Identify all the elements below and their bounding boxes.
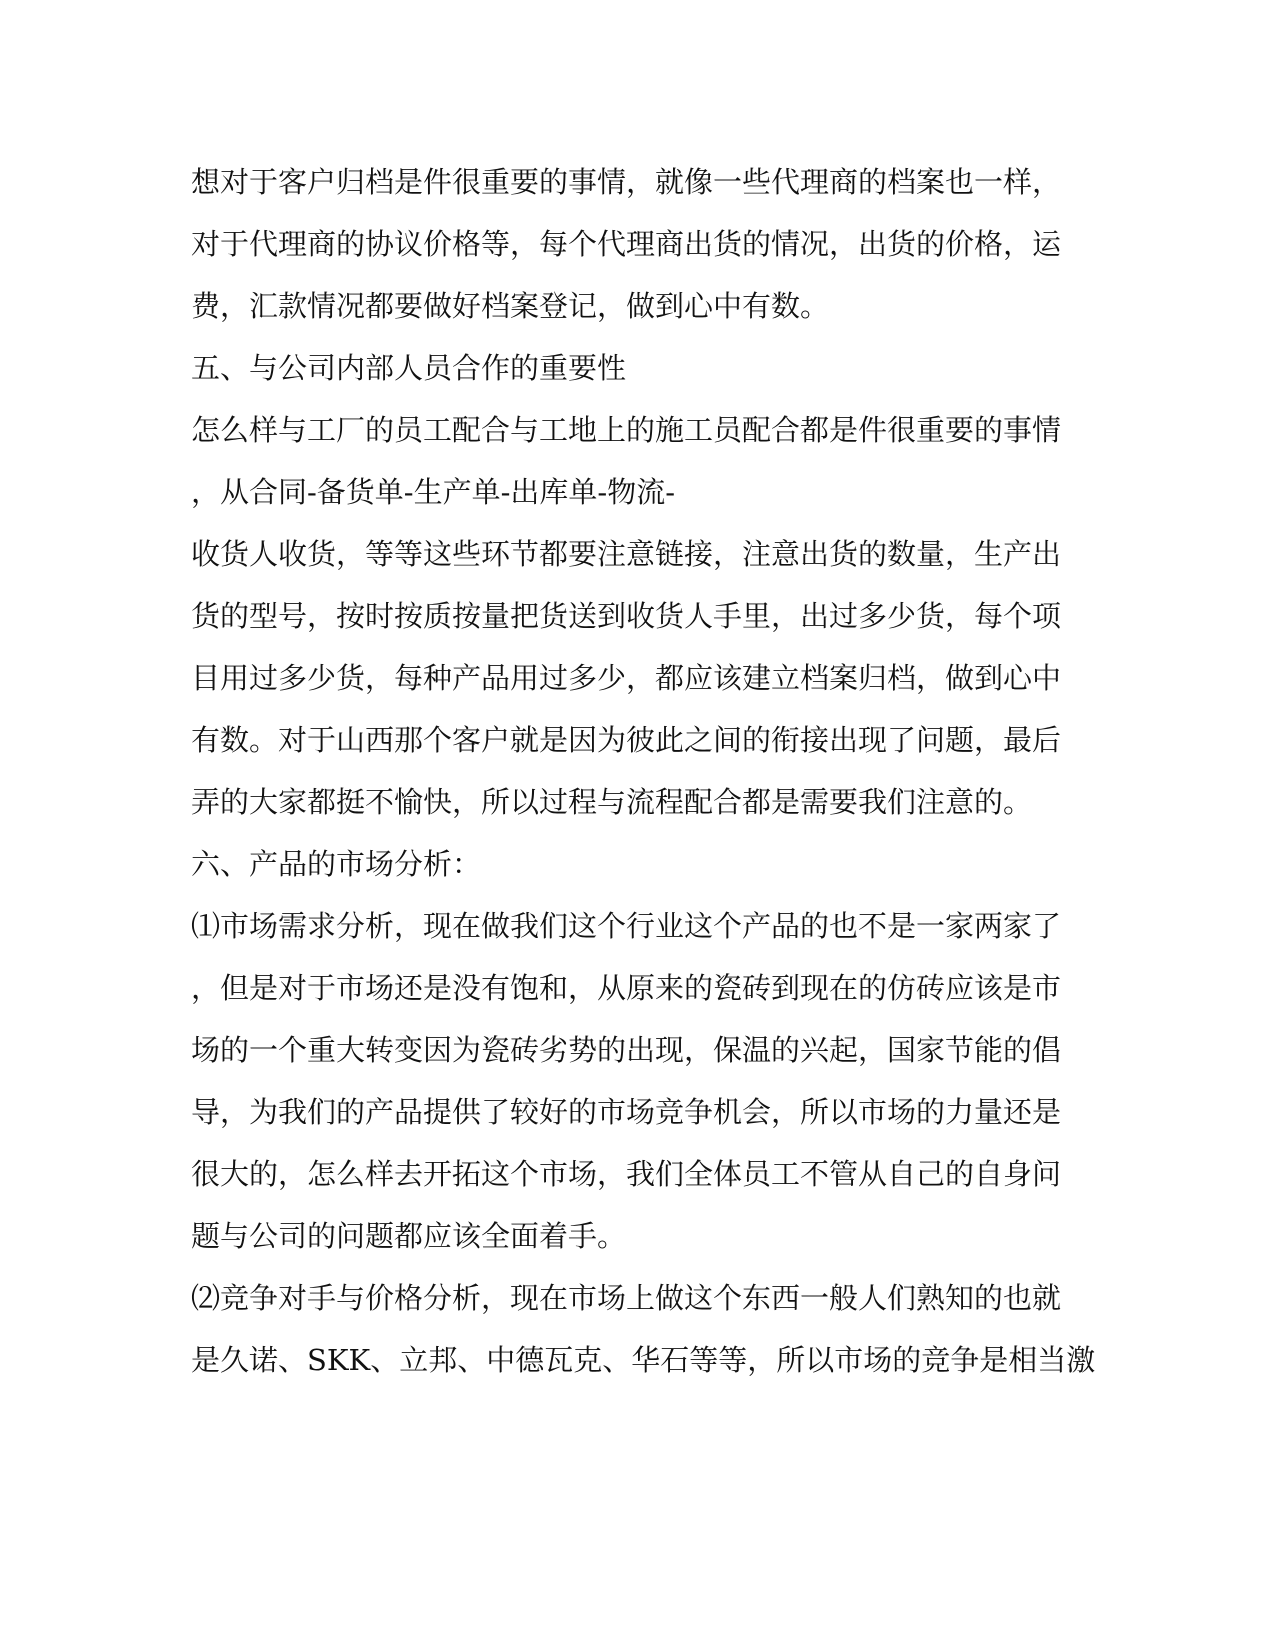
- text-line: 很大的，怎么样去开拓这个市场，我们全体员工不管从自己的自身问: [191, 1157, 1062, 1191]
- text-line: 收货人收货，等等这些环节都要注意链接，注意出货的数量，生产出: [191, 537, 1062, 571]
- section-heading: 六、产品的市场分析：: [191, 847, 482, 881]
- text-line: ，但是对于市场还是没有饱和，从原来的瓷砖到现在的仿砖应该是市: [191, 971, 1062, 1005]
- text-line: 是久诺、SKK、立邦、中德瓦克、华石等等，所以市场的竞争是相当激: [191, 1343, 1096, 1377]
- text-line: 货的型号，按时按质按量把货送到收货人手里，出过多少货，每个项: [191, 599, 1062, 633]
- text-line: 费，汇款情况都要做好档案登记，做到心中有数。: [191, 289, 830, 323]
- text-line: 弄的大家都挺不愉快，所以过程与流程配合都是需要我们注意的。: [191, 785, 1033, 819]
- text-line: 题与公司的问题都应该全面着手。: [191, 1219, 627, 1253]
- text-line: ⑴市场需求分析，现在做我们这个行业这个产品的也不是一家两家了: [191, 909, 1062, 943]
- text-line: 想对于客户归档是件很重要的事情，就像一些代理商的档案也一样，: [191, 165, 1062, 199]
- text-line: 导，为我们的产品提供了较好的市场竞争机会，所以市场的力量还是: [191, 1095, 1062, 1129]
- text-line: 有数。对于山西那个客户就是因为彼此之间的衔接出现了问题，最后: [191, 723, 1062, 757]
- text-line: ⑵竞争对手与价格分析，现在市场上做这个东西一般人们熟知的也就: [191, 1281, 1062, 1315]
- section-heading: 五、与公司内部人员合作的重要性: [191, 351, 627, 385]
- text-line: 怎么样与工厂的员工配合与工地上的施工员配合都是件很重要的事情: [191, 413, 1062, 447]
- text-line: 场的一个重大转变因为瓷砖劣势的出现，保温的兴起，国家节能的倡: [191, 1033, 1062, 1067]
- text-line: 对于代理商的协议价格等，每个代理商出货的情况，出货的价格，运: [191, 227, 1062, 261]
- text-line: 目用过多少货，每种产品用过多少，都应该建立档案归档，做到心中: [191, 661, 1062, 695]
- text-line: ，从合同-备货单-生产单-出库单-物流-: [191, 475, 675, 509]
